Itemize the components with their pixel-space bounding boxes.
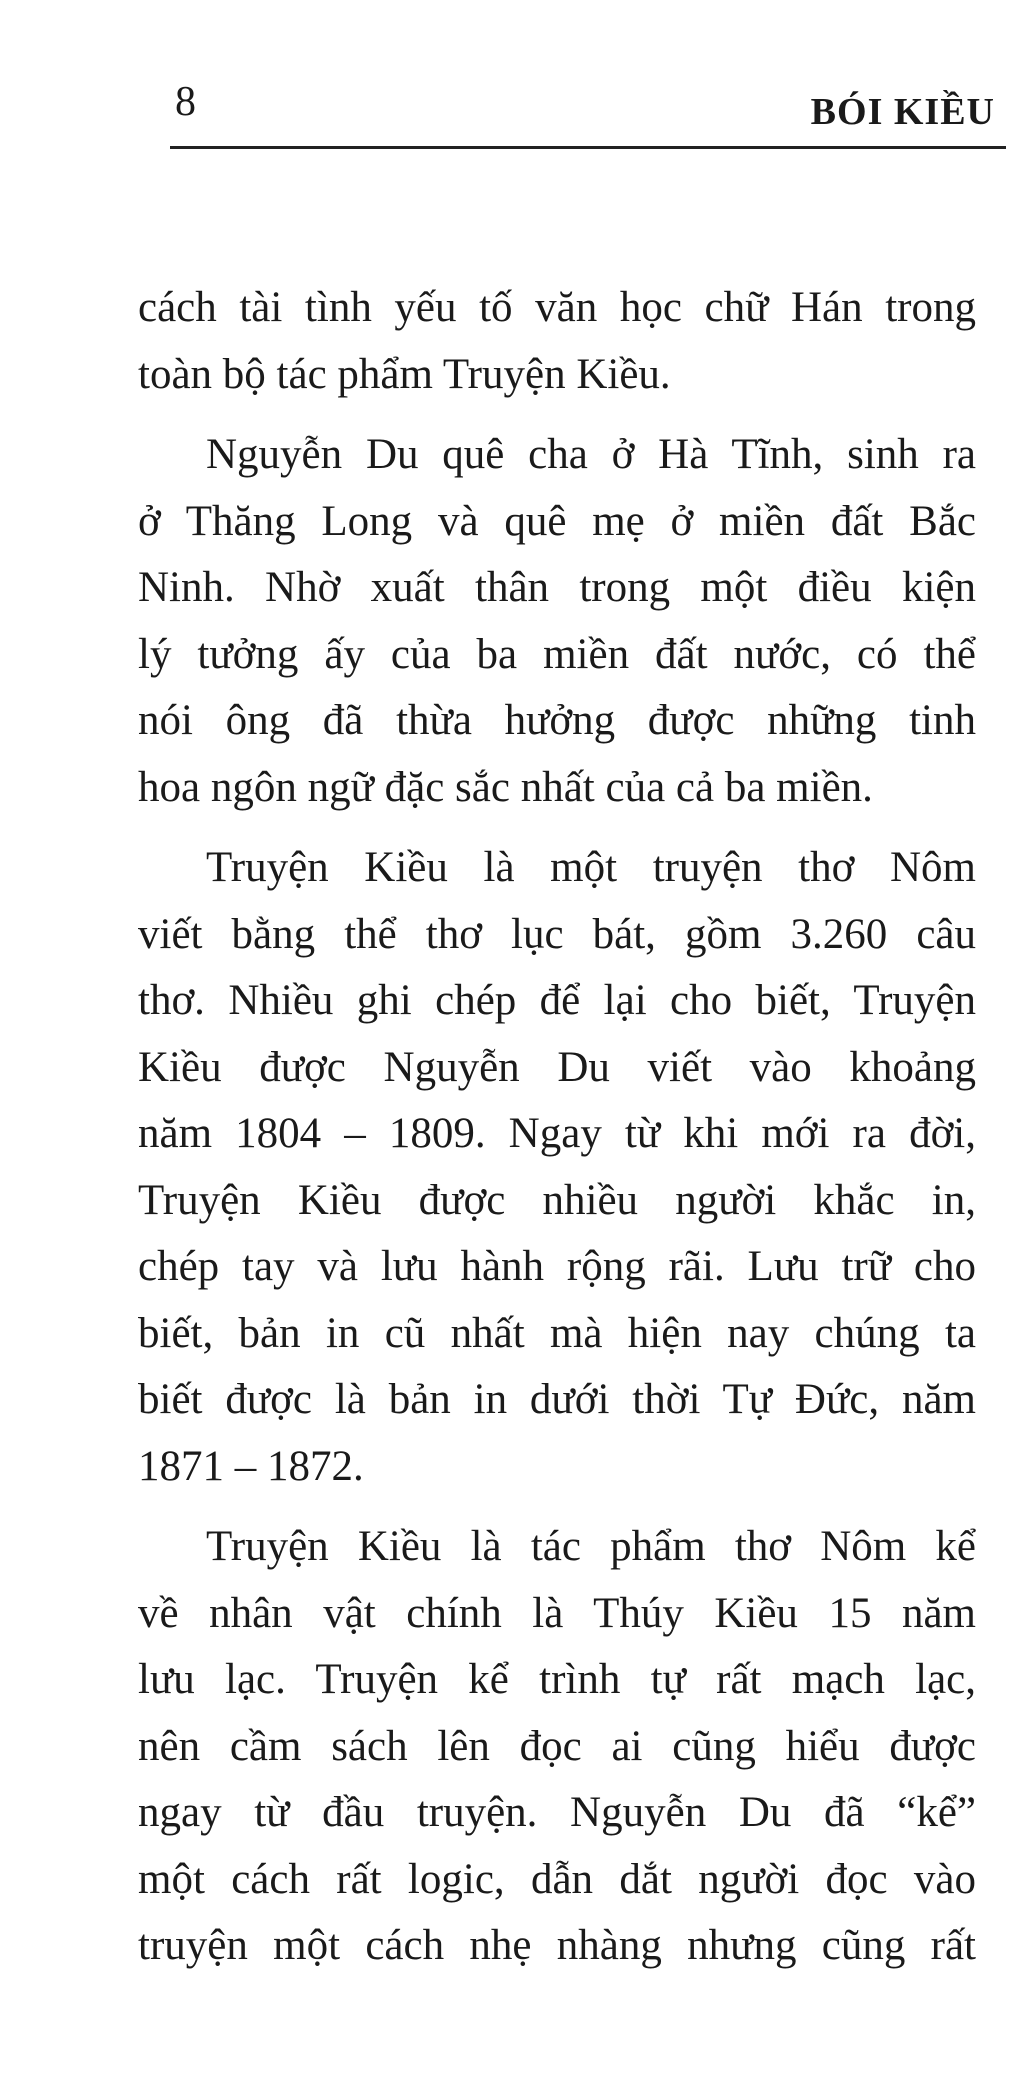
text-line: toàn bộ tác phẩm Truyện Kiều. [138,350,671,398]
text-line: cách tài tình yếu tố văn học chữ Hán trong [138,284,976,331]
text-line: truyện một cách nhẹ nhàng nhưng cũng rất [138,1922,976,1969]
text-line: ngay từ đầu truyện. Nguyễn Du đã “kể” [138,1789,976,1836]
paragraph-4 [138,1514,976,1980]
text-line: ở Thăng Long và quê mẹ ở miền đất Bắc [138,497,976,545]
header-rule [170,146,1006,149]
text-line: lưu lạc. Truyện kể trình tự rất mạch lạc, [138,1656,976,1703]
paragraph-1 [138,275,976,408]
text-line: thơ. Nhiều ghi chép để lại cho biết, Truyện [138,977,976,1024]
text-line: biết được là bản in dưới thời Tự Đức, năm [138,1376,976,1423]
text-line: hoa ngôn ngữ đặc sắc nhất của cả ba miền. [138,763,873,811]
text-line: nói ông đã thừa hưởng được những tinh [138,697,976,744]
running-title: BÓI KIỀU [810,91,995,133]
text-line: chép tay và lưu hành rộng rãi. Lưu trữ cho [138,1243,976,1290]
text-line-wrap [138,1514,976,1581]
text-line: Kiều được Nguyễn Du viết vào khoảng [138,1043,976,1091]
text-line: viết bằng thể thơ lục bát, gồm 3.260 câu [138,910,976,958]
text-line: lý tưởng ấy của ba miền đất nước, có thể [138,630,976,678]
text-line: nên cầm sách lên đọc ai cũng hiểu được [138,1722,976,1770]
text-line: Ninh. Nhờ xuất thân trong một điều kiện [138,564,976,611]
text-line: một cách rất logic, dẫn dắt người đọc vào [138,1855,976,1903]
text-line: năm 1804 – 1809. Ngay từ khi mới ra đời, [138,1110,976,1157]
body-text [138,275,976,1980]
page-header [175,72,1005,138]
text-line: Truyện Kiều được nhiều người khắc in, [138,1176,976,1224]
text-line: 1871 – 1872. [138,1442,364,1490]
text-line: biết, bản in cũ nhất mà hiện nay chúng ta [138,1309,976,1357]
text-line: Truyện Kiều là một truyện thơ Nôm [206,844,976,891]
page-number: 8 [175,79,196,125]
text-line: Truyện Kiều là tác phẩm thơ Nôm kể [206,1523,976,1570]
text-line: Nguyễn Du quê cha ở Hà Tĩnh, sinh ra [206,431,976,478]
paragraph-3 [138,835,976,1500]
text-line-wrap [138,835,976,902]
text-line-wrap [138,422,976,489]
text-line: về nhân vật chính là Thúy Kiều 15 năm [138,1589,976,1637]
paragraph-2 [138,422,976,821]
